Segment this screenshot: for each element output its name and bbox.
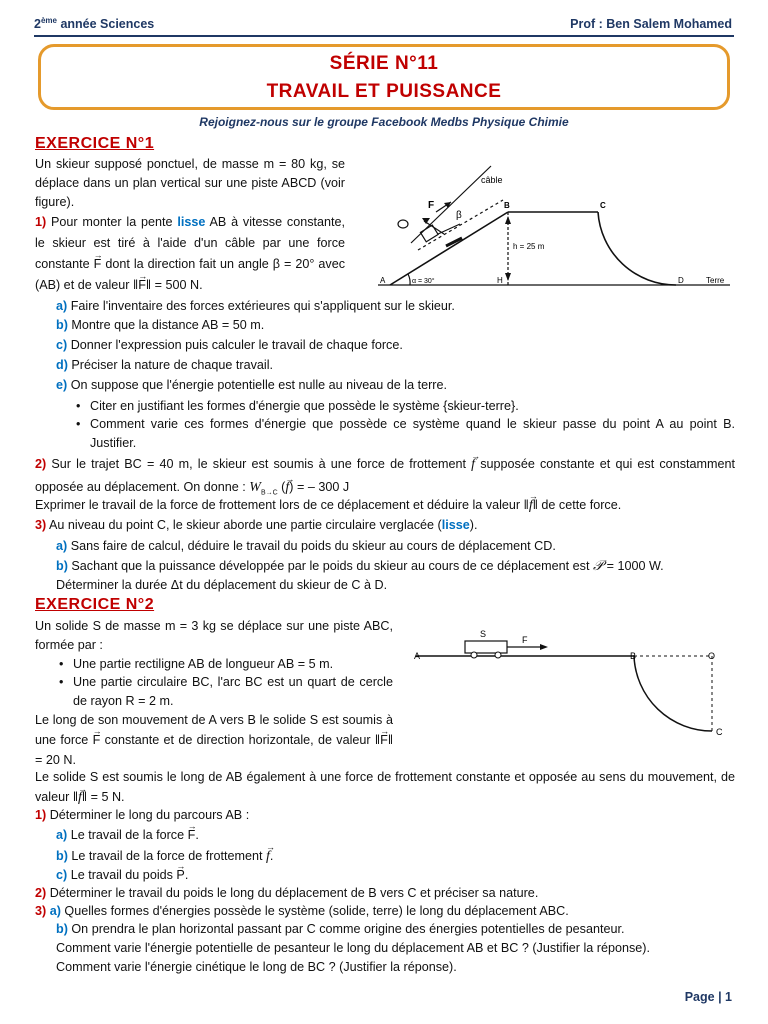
fig2-C-label: C [716, 727, 723, 737]
ex2-q3b-label: b) [56, 922, 68, 936]
ex1-q3-lisse: lisse [441, 518, 470, 532]
page-label: Page [684, 990, 715, 1004]
ex1-item-c [56, 336, 736, 355]
ex2-q1a: a) Le travail de la force → F. [56, 826, 736, 845]
track-figure [410, 625, 730, 745]
header-divider [34, 35, 734, 37]
ex2-q3a-text: Quelles formes d'énergies possède le système (solide, terre) le long du déplacement ABC. [64, 904, 569, 918]
page-footer [685, 990, 732, 1004]
ex1-item-b-text: Montre que la distance AB = 50 m. [71, 318, 265, 332]
fig1-B-label: B [504, 201, 510, 210]
ex1-q3b-label: b) [56, 559, 68, 573]
fig1-D-label: D [678, 276, 684, 285]
ex1-intro: Un skieur supposé ponctuel, de masse m = 80 kg, se déplace dans un plan vertical sur une piste ABCD (voir figure). [35, 157, 345, 209]
exercise-2-heading: EXERCICE N°2 [35, 596, 155, 613]
ex1-item-d-label: d) [56, 358, 68, 372]
ex1-item-a-label: a) [56, 299, 68, 313]
fig2-O-label: O [708, 651, 716, 661]
ex1-q2-text-a: Sur le trajet BC = 40 m, le skieur est soumis à une force de frottement [51, 457, 466, 471]
ex2-q1b-label: b) [56, 849, 68, 863]
ex2-q2-number: 2) [35, 886, 47, 900]
ex1-q2-number: 2) [35, 457, 47, 471]
norm-F-symbol: ‖→ F‖ [133, 278, 151, 292]
facebook-invite: Rejoignez-nous sur le groupe Facebook Medbs Physique Chimie [199, 115, 569, 129]
ex1-bullet-1: • Citer en justifiant les formes d'énergie que possède le système {skieur-terre}. [90, 397, 730, 416]
ex1-q3b-text-2: = 1000 W. [606, 559, 664, 573]
ex2-intro: Un solide S de masse m = 3 kg se déplace sur une piste ABC, formée par : [35, 619, 393, 652]
fig1-A-label: A [380, 276, 386, 285]
ex2-norm-f-symbol: ‖→ f‖ [73, 790, 87, 804]
ex1-q3 [35, 516, 735, 535]
ex1-item-c-text: Donner l'expression puis calculer le travail de chaque force. [70, 338, 403, 352]
fig1-alpha-label: α = 30° [412, 278, 435, 285]
ex2-paragraph-1 [35, 710, 393, 770]
ex2-q3b-text-1: On prendra le plan horizontal passant par C comme origine des énergies potentielles de pesanteur. [71, 922, 625, 936]
ex1-q1-number: 1) [35, 215, 47, 229]
ex1-q2-text-d: Exprimer le travail de la force de frottement lors de ce déplacement et déduire la valeur [35, 498, 521, 512]
ex2-q1a-text: Le travail de la force [70, 828, 185, 842]
ex1-q1-text-c: dont la direction fait un angle β = 20° avec (AB) et de valeur [35, 257, 346, 292]
ex1-item-e-text: On suppose que l'énergie potentielle est nulle au niveau de la terre. [70, 378, 447, 392]
ex1-item-d [56, 356, 736, 375]
ex1-item-b [56, 316, 736, 335]
ex2-bullet-2: • Une partie circulaire BC, l'arc BC est un quart de cercle de rayon R = 2 m. [73, 673, 393, 711]
series-title: SÉRIE N°11 [329, 53, 439, 74]
class-sup: ème [40, 16, 57, 25]
ex1-q3b [56, 557, 736, 576]
class-label [34, 16, 154, 31]
ski-slope-figure [378, 158, 738, 293]
class-num: 2 [34, 17, 41, 32]
ex2-q1c-label: c) [56, 868, 68, 882]
ex2-q3b [56, 920, 736, 939]
ex1-q2-text-c: = – 300 J [296, 480, 350, 494]
fig1-beta-label: β [456, 210, 462, 221]
series-subtitle: TRAVAIL ET PUISSANCE [266, 81, 502, 102]
ex2-q3a-label: a) [49, 904, 61, 918]
ex1-bullet-2: • Comment varie ces formes d'énergie que possède ce système quand le skieur passe du point A au point B. Justifier. [90, 415, 735, 453]
page-separator: | [718, 990, 722, 1004]
ex1-q2-text-b: supposée constante et qui est constamment opposée au déplacement. On donne : [35, 457, 735, 494]
fig2-S-label: S [480, 629, 487, 639]
ex1-q1-text-b: AB à vitesse constante, le skieur est tiré à l'aide d'un câble par une force constante [35, 215, 346, 271]
ex2-q1-number: 1) [35, 808, 47, 822]
ex2-q1b-text: Le travail de la force de frottement [71, 849, 263, 863]
ex1-q3b-text-1: Sachant que la puissance développée par le poids du skieur au cours de ce déplacement est [71, 559, 590, 573]
title-box [38, 44, 730, 110]
ex1-item-a [56, 297, 736, 316]
ex1-q3a [56, 537, 736, 556]
ex1-q1 [35, 212, 345, 296]
exercise-1-heading: EXERCICE N°1 [35, 135, 155, 152]
power-symbol: 𝒫 [592, 559, 604, 574]
fig1-H-label: H [497, 276, 503, 285]
page-number: 1 [725, 990, 732, 1004]
ex1-item-d-text: Préciser la nature de chaque travail. [71, 358, 274, 372]
ex1-q3-number: 3) [35, 518, 47, 532]
friction-f-symbol: → f [471, 454, 475, 476]
teacher-name: Prof : Ben Salem Mohamed [570, 17, 732, 31]
ex2-bullet-1: • Une partie rectiligne AB de longueur AB = 5 m. [73, 655, 393, 674]
ex1-q1-text-a: Pour monter la pente [51, 215, 173, 229]
ex1-q3a-text: Sans faire de calcul, déduire le travail du poids du skieur au cours de déplacement CD. [70, 539, 556, 553]
ex2-p2-text-b: = 5 N. [90, 790, 125, 804]
ex1-item-e-label: e) [56, 378, 68, 392]
ex2-paragraph-2 [35, 767, 735, 808]
ex2-norm-F-symbol: ‖→ F‖ [375, 733, 393, 747]
fig1-h-label: h = 25 m [513, 242, 545, 251]
ex2-q3b-line2: Comment varie l'énergie potentielle de pesanteur le long du déplacement AB et BC ? (Justifier la réponse). [56, 941, 650, 955]
ex2-q3a [35, 902, 735, 921]
ex2-q1-text: Déterminer le long du parcours AB : [49, 808, 250, 822]
ex2-q2-text: Déterminer le travail du poids le long du déplacement de B vers C et préciser sa nature. [49, 886, 539, 900]
ex1-q3-text-b: ). [469, 518, 478, 532]
ex2-q1b: b) Le travail de la force de frottement → f. [56, 847, 736, 866]
ex1-q1-text-d: = 500 N. [154, 278, 203, 292]
ex2-q1c-P-symbol: → P [176, 866, 184, 885]
ex1-q2-text-e: de cette force. [541, 498, 622, 512]
work-symbol: $W_{B\to C}$ (→ f) [249, 480, 293, 494]
ex2-force-F-symbol: → F [93, 730, 101, 750]
fig2-B-label: B [630, 651, 637, 661]
ex1-item-b-label: b) [56, 318, 68, 332]
ex2-q2 [35, 884, 735, 903]
ex2-q1a-label: a) [56, 828, 68, 842]
ex2-p1-text-c: = 20 N. [35, 753, 76, 767]
ex1-item-e [56, 376, 736, 395]
ex2-p1-text-b: constante et de direction horizontale, de valeur [104, 733, 371, 747]
ex2-q1b-f-symbol: → f [266, 847, 270, 866]
ex1-q3a-label: a) [56, 539, 68, 553]
class-rest: année Sciences [56, 17, 155, 32]
fig1-cable-label: câble [481, 175, 503, 185]
ex2-q3b-line3: Comment varie l'énergie cinétique le long de BC ? (Justifier la réponse). [56, 960, 457, 974]
ex2-q3-number: 3) [35, 904, 47, 918]
ex1-item-a-text: Faire l'inventaire des forces extérieures qui s'appliquent sur le skieur. [70, 299, 455, 313]
ex2-q1 [35, 806, 735, 825]
fig1-terre-label: Terre [706, 276, 725, 285]
fig1-F-label: F [428, 200, 435, 211]
ex2-p2-text-a: Le solide S est soumis le long de AB également à une force de frottement constante et opposée au sens du mouvement, de valeur [35, 770, 735, 804]
ex1-q3-text-a: Au niveau du point C, le skieur aborde une partie circulaire verglacée ( [49, 518, 442, 532]
ex2-q1c-text: Le travail du poids [70, 868, 173, 882]
force-F-symbol: → F [94, 254, 102, 275]
norm-f-symbol: ‖→ f‖ [524, 498, 538, 512]
ex2-q1c: c) Le travail du poids → P. [56, 866, 736, 885]
ex1-q1-lisse: lisse [177, 215, 206, 229]
fig1-C-label: C [600, 201, 606, 210]
ex1-item-c-label: c) [56, 338, 68, 352]
ex1-q3b-line2: Déterminer la durée Δt du déplacement du skieur de C à D. [56, 578, 388, 592]
ex2-q1a-F-symbol: → F [188, 826, 196, 845]
ex2-p1-text-a: Le long de son mouvement de A vers B le solide S est soumis à une force [35, 713, 393, 747]
ex1-q2-line3 [35, 496, 735, 515]
fig2-A-label: A [414, 651, 421, 661]
fig2-F-label: F [522, 635, 528, 645]
